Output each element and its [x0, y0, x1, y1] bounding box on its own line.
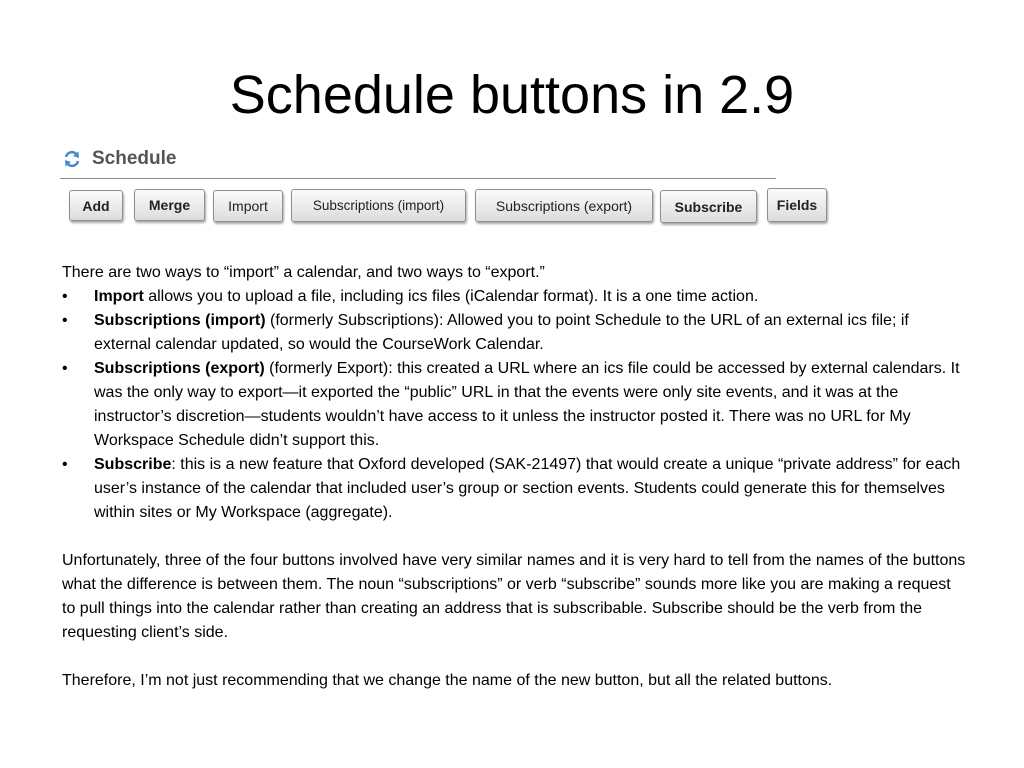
bullet-text: (formerly Export): this created a URL where an ics file could be accessed by external calendars. It was the only way to export—it exported the “public” URL in that the events were only site events, and it was at the instructor’s discretion—students wouldn’t have access to it unless the instructor posted it. There was no URL for My Workspace Schedule didn’t support this.: [94, 360, 960, 449]
paragraph-recommendation: Therefore, I’m not just recommending that we change the name of the new button, but all the related buttons.: [62, 672, 833, 689]
bullet-glyph: •: [62, 288, 68, 305]
add-button[interactable]: Add: [69, 190, 123, 221]
bullet-glyph: •: [62, 312, 68, 329]
bullet-text: (formerly Subscriptions): Allowed you to point Schedule to the URL of an external ics file; if external calendar updated, so would the CourseWork Calendar.: [94, 312, 909, 353]
paragraph-buttons-confusion: Unfortunately, three of the four buttons involved have very similar names and it is very hard to tell from the names of the buttons what the difference is between them. The noun “subscriptions” or verb “subscribe” sounds more like you are making a request to pull things into the calendar rather than creating an address that is subscribable. Subscribe should be the verb from the requesting client’s side.: [62, 552, 966, 641]
subscriptions-export-button[interactable]: Subscriptions (export): [475, 189, 653, 222]
list-item: [62, 309, 968, 357]
tool-title: Schedule: [92, 148, 177, 169]
spacer: [62, 645, 968, 669]
bullet-term: Subscribe: [94, 456, 172, 473]
list-item: [62, 285, 968, 309]
bullet-list: [62, 285, 968, 525]
bullet-term: Import: [94, 288, 144, 305]
fields-button[interactable]: Fields: [767, 188, 827, 222]
tool-divider: [60, 178, 776, 179]
import-button[interactable]: Import: [213, 190, 283, 222]
bullet-term: Subscriptions (export): [94, 360, 265, 377]
subscriptions-import-button[interactable]: Subscriptions (import): [291, 189, 466, 222]
list-item: [62, 357, 968, 453]
tool-header: [62, 145, 176, 173]
list-item: [62, 453, 968, 525]
slide-title: Schedule buttons in 2.9: [229, 65, 795, 125]
subscribe-button[interactable]: Subscribe: [660, 190, 757, 223]
bullet-text: allows you to upload a file, including ics files (iCalendar format). It is a one time action.: [143, 288, 759, 305]
spacer: [62, 525, 968, 549]
slide-body: [62, 261, 968, 693]
refresh-icon: [62, 149, 82, 169]
bullet-term: Subscriptions (import): [94, 312, 266, 329]
bullet-glyph: •: [62, 360, 68, 377]
intro-text: There are two ways to “import” a calendar, and two ways to “export.”: [62, 264, 545, 281]
merge-button[interactable]: Merge: [134, 189, 205, 221]
bullet-glyph: •: [62, 456, 68, 473]
bullet-text: : this is a new feature that Oxford developed (SAK-21497) that would create a unique “private address” for each user’s instance of the calendar that included user’s group or section events. Students could generate this for themselves within sites or My Workspace (aggregate).: [94, 456, 961, 521]
